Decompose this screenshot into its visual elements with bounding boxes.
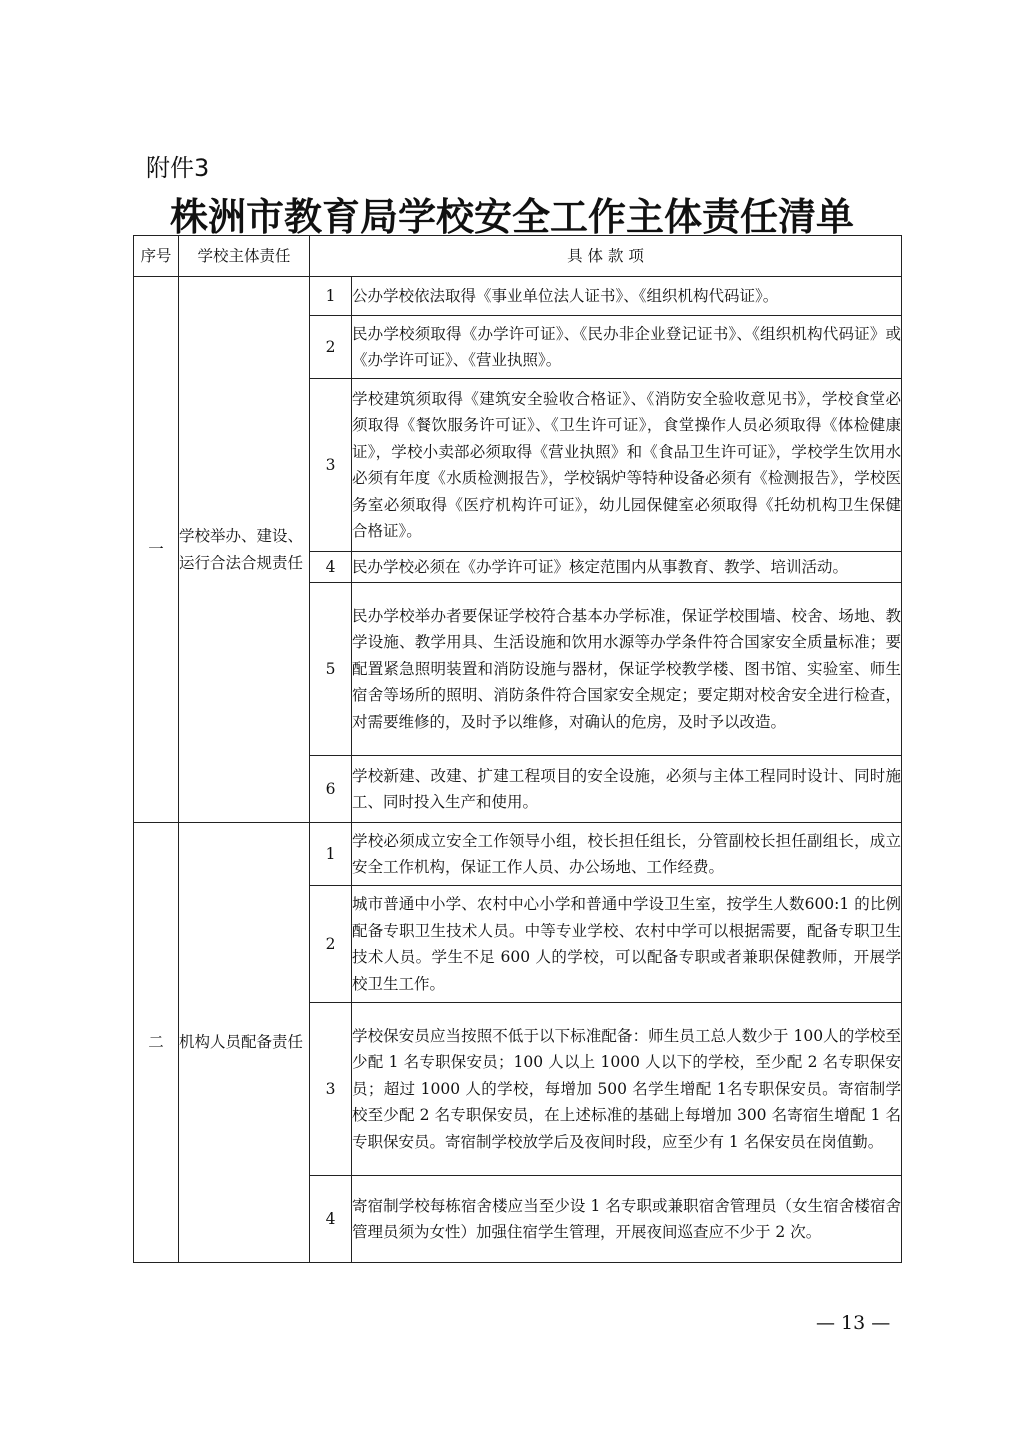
item-number: 2 <box>310 886 352 1003</box>
item-number: 3 <box>310 1003 352 1176</box>
item-number: 2 <box>310 316 352 379</box>
item-text: 民办学校举办者要保证学校符合基本办学标准，保证学校围墙、校舍、场地、教学设施、教学用具、生活设施和饮用水源等办学条件符合国家安全质量标准；要配置紧急照明装置和消防设施与器材，保证学校教学楼、图书馆、实验室、师生宿舍等场所的照明、消防条件符合国家安全规定；要定期对校舍安全进行检查，对需要维修的，及时予以维修，对确认的危房，及时予以改造。 <box>352 583 902 756</box>
item-number: 5 <box>310 583 352 756</box>
header-items: 具 体 款 项 <box>310 236 902 277</box>
item-text: 学校新建、改建、扩建工程项目的安全设施，必须与主体工程同时设计、同时施工、同时投入生产和使用。 <box>352 756 902 823</box>
header-responsibility: 学校主体责任 <box>179 236 310 277</box>
table-row <box>134 277 902 316</box>
item-number: 1 <box>310 823 352 886</box>
document-title: 株洲市教育局学校安全工作主体责任清单 <box>169 195 854 239</box>
table-header-row <box>134 236 902 277</box>
item-number: 6 <box>310 756 352 823</box>
section-responsibility: 机构人员配备责任 <box>179 823 310 1263</box>
item-number: 1 <box>310 277 352 316</box>
item-number: 4 <box>310 1176 352 1263</box>
item-text: 民办学校须取得《办学许可证》、《民办非企业登记证书》、《组织机构代码证》或《办学许可证》、《营业执照》。 <box>352 316 902 379</box>
item-number: 3 <box>310 379 352 552</box>
page-number: — 13 — <box>816 1312 891 1334</box>
item-text: 寄宿制学校每栋宿舍楼应当至少设 1 名专职或兼职宿舍管理员（女生宿舍楼宿舍管理员须为女性）加强住宿学生管理，开展夜间巡查应不少于 2 次。 <box>352 1176 902 1263</box>
item-text: 学校保安员应当按照不低于以下标准配备：师生员工总人数少于 100人的学校至少配 1 名专职保安员；100 人以上 1000 人以下的学校，至少配 2 名专职保安员；超过 1000 人的学校，每增加 500 名学生增配 1名专职保安员。寄宿制学校至少配 2 名专职保安员，在上述标准的基础上每增加 300 名寄宿生增配 1 名专职保安员。寄宿制学校放学后及夜间时段，应至少有 1 名保安员在岗值勤。 <box>352 1003 902 1176</box>
item-text: 城市普通中小学、农村中心小学和普通中学设卫生室，按学生人数600:1 的比例配备专职卫生技术人员。中等专业学校、农村中学可以根据需要，配备专职卫生技术人员。学生不足 600 人的学校，可以配备专职或者兼职保健教师，开展学校卫生工作。 <box>352 886 902 1003</box>
item-text: 学校必须成立安全工作领导小组，校长担任组长，分管副校长担任副组长，成立安全工作机构，保证工作人员、办公场地、工作经费。 <box>352 823 902 886</box>
table-row <box>134 823 902 886</box>
attachment-label: 附件3 <box>146 154 210 182</box>
header-seq: 序号 <box>134 236 179 277</box>
section-seq: 二 <box>134 823 179 1263</box>
section-seq: 一 <box>134 277 179 823</box>
responsibility-table <box>133 235 902 1263</box>
item-text: 公办学校依法取得《事业单位法人证书》、《组织机构代码证》。 <box>352 277 902 316</box>
item-text: 学校建筑须取得《建筑安全验收合格证》、《消防安全验收意见书》，学校食堂必须取得《餐饮服务许可证》、《卫生许可证》，食堂操作人员必须取得《体检健康证》，学校小卖部必须取得《营业执照》和《食品卫生许可证》，学校学生饮用水必须有年度《水质检测报告》，学校锅炉等特种设备必须有《检测报告》，学校医务室必须取得《医疗机构许可证》，幼儿园保健室必须取得《托幼机构卫生保健合格证》。 <box>352 379 902 552</box>
item-number: 4 <box>310 552 352 583</box>
section-responsibility: 学校举办、建设、运行合法合规责任 <box>179 277 310 823</box>
item-text: 民办学校必须在《办学许可证》核定范围内从事教育、教学、培训活动。 <box>352 552 902 583</box>
